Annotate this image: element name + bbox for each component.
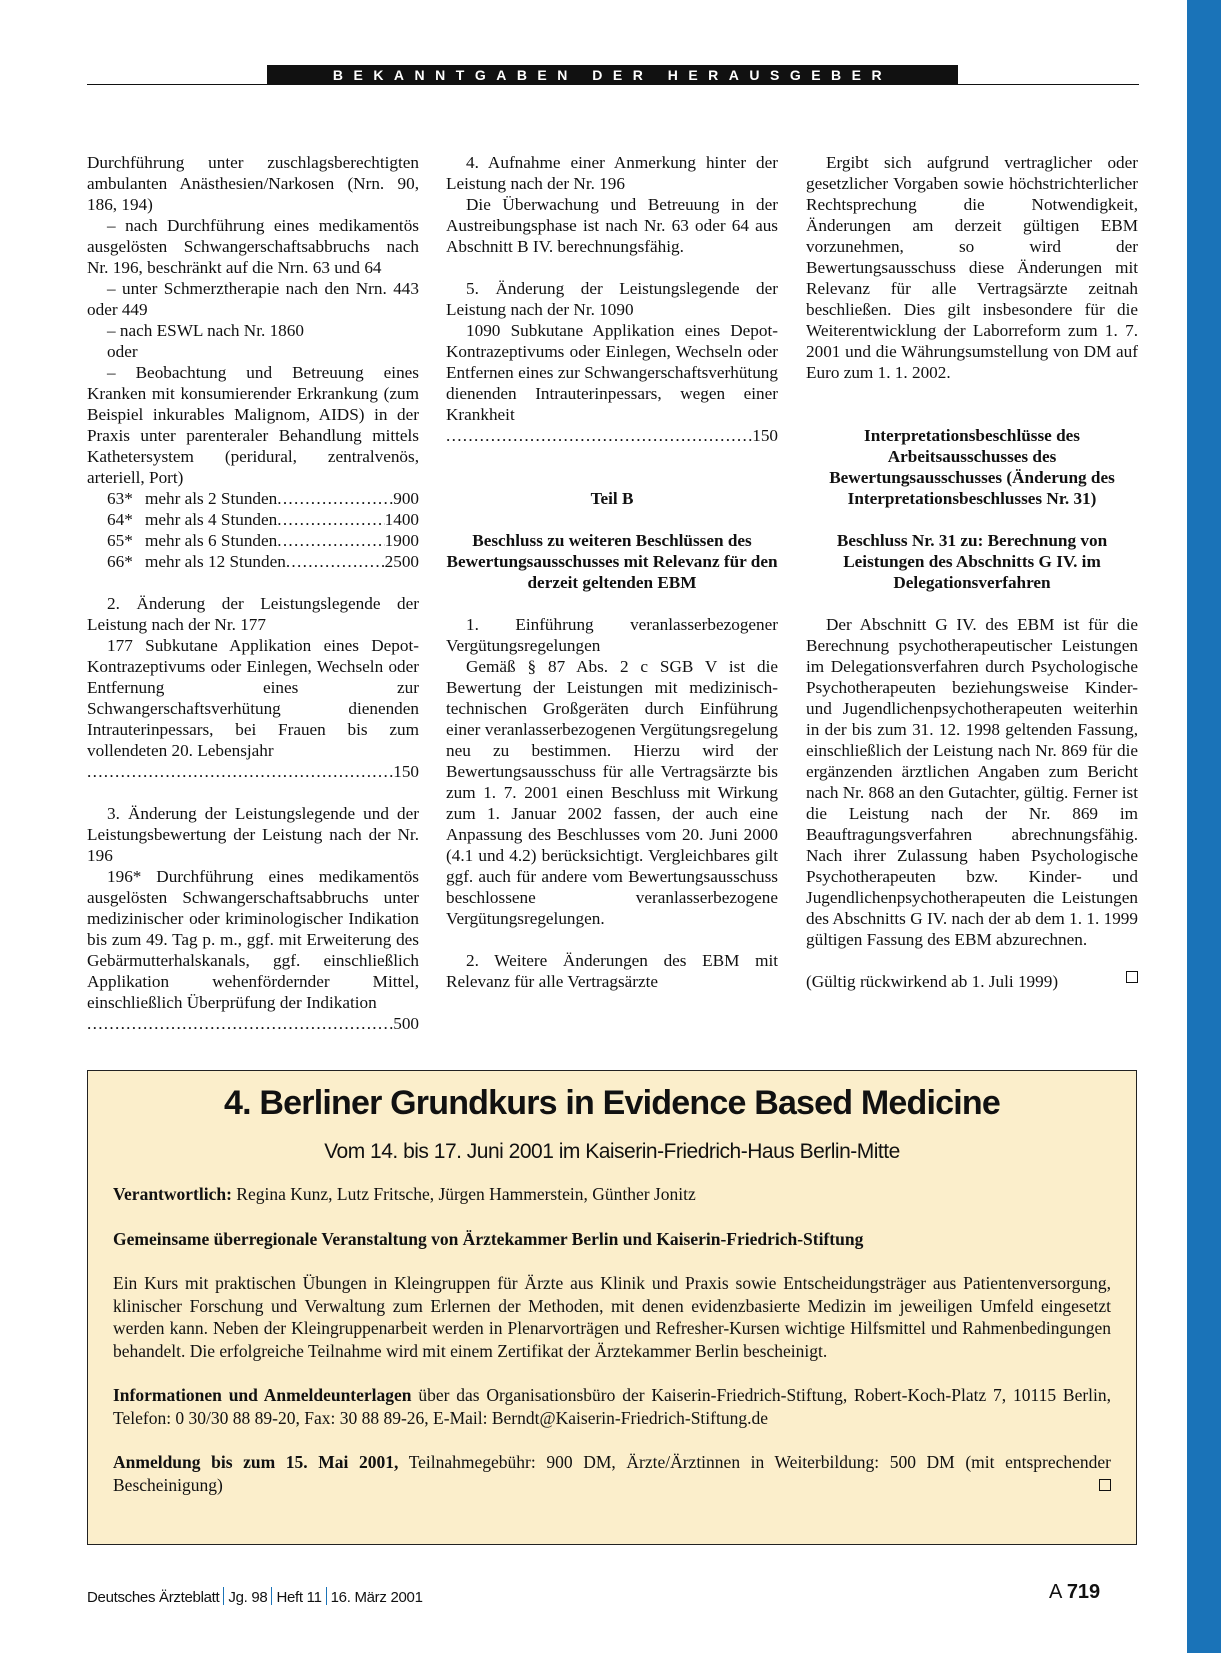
dot-leader (277, 488, 393, 509)
announcement-subtitle: Vom 14. bis 17. Juni 2001 im Kaiserin-Friedrich-Haus Berlin-Mitte (324, 1140, 900, 1163)
end-of-article-icon (1099, 1479, 1111, 1491)
paragraph: 196* Durchführung eines medikamentös ausgelösten Schwangerschaftsabbruchs unter medizinischer oder kriminologischer Indikation bis zum 49. Tag p. m., ggf. mit Erweiterung des Gebärmutterhalskanals, ggf. einschließlich Applikation wehenfördernder Mittel, einschließlich Überprüfung der Indikation (87, 867, 419, 1012)
footer-citation (87, 1587, 423, 1606)
joint-event-line (113, 1228, 1111, 1251)
spacer (87, 782, 419, 803)
spacer (806, 404, 1138, 425)
paragraph: – unter Schmerztherapie nach den Nrn. 443 oder 449 (87, 279, 419, 319)
paragraph: Der Abschnitt G IV. des EBM ist für die Berechnung psychotherapeutischer Leistungen im Delegationsverfahren durch Psychologische Psychotherapeuten beziehungsweise Kinder- und Jugendlichenpsychotherapeuten weiterhin in der bis zum 31. 12. 1998 geltenden Fassung, einschließlich der Leistung nach Nr. 869 für die ergänzenden ärztlichen Angaben zum Bericht nach Nr. 868 an den Gutachter, gültig. Ferner ist die Leistung nach der Nr. 869 im Beauftragungsverfahren abrechnungsfähig. Nach ihrer Zulassung haben Psychologische Psychotherapeuten bzw. Kinder- und Jugendlichenpsychotherapeuten die Leistungen des Abschnitts G IV. nach der ab dem 1. 1. 1999 gültigen Fassung des EBM abzurechnen. (806, 615, 1138, 949)
info-label: Informationen und Anmeldeunterlagen (113, 1385, 412, 1405)
registration-text: Teilnahmegebühr: 900 DM, Ärzte/Ärztinnen in Weiterbildung: 500 DM (mit entsprechender Bescheinigung) (113, 1452, 1112, 1495)
course-description: Ein Kurs mit praktischen Übungen in Kleingruppen für Ärzte aus Klinik und Praxis sowie Entscheidungsträger aus Patientenversorgung, klinischer Forschung und Verwaltung zum Erlernen der Methoden, mit denen evidenzbasierte Medizin im jeweiligen Umfeld eingesetzt werden kann. Neben der Kleingruppenarbeit werden in Plenarvorträgen und Refresher-Kursen wichtige Hilfsmittel und Rahmenbedingungen behandelt. Die erfolgreiche Teilnahme wird mit einem Zertifikat der Ärztekammer Berlin bescheinigt. (113, 1273, 1111, 1361)
dot-leader (87, 761, 393, 782)
page-prefix: A (1049, 1581, 1062, 1603)
dot-leader (446, 425, 752, 446)
paragraph: 1090 Subkutane Applikation eines Depot-Kontrazeptivums oder Einlegen, Wechseln oder Entfernen eines zur Schwangerschaftsverhütung dienenden Intrauterinpessars, wegen einer Krankheit (446, 321, 778, 424)
paragraph: 177 Subkutane Applikation eines Depot-Kontrazeptivums oder Einlegen, Wechseln oder Entfernung eines zur Schwangerschaftsverhütung dienenden Intrauterinpessars, bei Frauen bis zum vollendeten 20. Lebensjahr (87, 636, 419, 760)
paragraph: Gemäß § 87 Abs. 2 c SGB V ist die Bewertung der Leistungen mit medizinisch-technischen Großgeräten durch Einführung einer veranlasserbezogenen Vergütungsregelung neu zu bestimmen. Hierzu wird der Bewertungsausschuss für alle Vertragsärzte bis zum 1. 7. 2001 einen Beschluss mit Wirkung zum 1. Januar 2002 fassen, der auch eine Anpassung des Beschlusses vom 20. Juni 2000 (4.1 und 4.2) berücksichtigt. Vergleichbares gilt ggf. auch für andere vom Bewertungsausschuss beschlossene veranlasserbezogene Vergütungsregelungen. (446, 657, 778, 928)
separator (326, 1587, 327, 1605)
section-heading: 2. Weitere Änderungen des EBM mit Relevanz für alle Vertragsärzte (446, 951, 778, 991)
spacer (806, 950, 1138, 971)
fee-code: 64* (107, 510, 133, 529)
paragraph: – nach ESWL nach Nr. 1860 (107, 321, 304, 340)
fee-text: mehr als 2 Stunden (145, 489, 278, 508)
spacer (806, 593, 1138, 614)
spacer (446, 509, 778, 530)
responsible-names: Regina Kunz, Lutz Fritsche, Jürgen Hammerstein, Günther Jonitz (236, 1184, 696, 1204)
spacer (87, 572, 419, 593)
column-3 (806, 152, 1138, 992)
volume: Jg. 98 (228, 1589, 268, 1606)
fee-value: 150 (393, 762, 419, 781)
page-number-value: 719 (1066, 1581, 1101, 1603)
section-heading: 1. Einführung veranlasserbezogener Vergütungsregelungen (446, 615, 778, 655)
registration-label: Anmeldung bis zum 15. Mai 2001, (113, 1452, 399, 1472)
separator (271, 1587, 272, 1605)
fee-item (87, 488, 419, 509)
paragraph: Ergibt sich aufgrund vertraglicher oder gesetzlicher Vorgaben sowie höchstrichterlicher Rechtsprechung die Notwendigkeit, Änderungen am derzeit gültigen EBM vorzunehmen, so wird der Bewertungsausschuss diese Änderungen mit Relevanz für alle Vertragsärzte zeitnah beschließen. Dies gilt insbesondere für die Weiterentwicklung der Laborreform zum 1. 7. 2001 und die Währungsumstellung von DM auf Euro zum 1. 1. 2002. (806, 153, 1138, 382)
dot-leader (87, 1013, 393, 1034)
part-heading: Beschluss zu weiteren Beschlüssen des Bewertungsausschusses mit Relevanz für den derzeit geltenden EBM (446, 531, 778, 592)
resolution-heading: Interpretationsbeschlüsse des Arbeitsausschusses des Bewertungsausschusses (Änderung des Interpretationsbeschlusses Nr. 31) (829, 426, 1115, 508)
spacer (806, 509, 1138, 530)
fee-value: 150 (752, 426, 778, 445)
part-title: Teil B (590, 489, 634, 508)
page-number (1049, 1581, 1100, 1604)
course-announcement-box (87, 1070, 1137, 1545)
registration-line (113, 1451, 1111, 1496)
spacer (446, 929, 778, 950)
responsible-label: Verantwortlich: (113, 1184, 232, 1204)
fee-value: 2500 (384, 552, 419, 571)
paragraph: – Beobachtung und Betreuung eines Kranken mit konsumierender Erkrankung (zum Beispiel inkurables Malignom, AIDS) in der Praxis unter parenteraler Behandlung mittels Kathetersystem (peridural, zentralvenös, arteriell, Port) (87, 363, 419, 487)
fee-code: 65* (107, 531, 133, 550)
dot-leader (277, 530, 384, 551)
spacer (446, 593, 778, 614)
section-heading: 5. Änderung der Leistungslegende der Leistung nach der Nr. 1090 (446, 279, 778, 319)
validity-line (806, 971, 1138, 992)
paragraph: oder (107, 342, 138, 361)
fee-text: mehr als 4 Stunden (145, 510, 278, 529)
fee-value-line (87, 761, 419, 782)
fee-value: 500 (393, 1014, 419, 1033)
separator (223, 1587, 224, 1605)
dot-leader (286, 551, 385, 572)
resolution-subheading: Beschluss Nr. 31 zu: Berechnung von Leistungen des Abschnitts G IV. im Delegationsverfahren (836, 531, 1108, 592)
fee-text: mehr als 6 Stunden (145, 531, 278, 550)
fee-code: 63* (107, 489, 133, 508)
announcement-title: 4. Berliner Grundkurs in Evidence Based Medicine (224, 1084, 1000, 1122)
fee-code: 66* (107, 552, 133, 571)
section-heading: 4. Aufnahme einer Anmerkung hinter der Leistung nach der Nr. 196 (446, 153, 778, 193)
section-heading: 2. Änderung der Leistungslegende der Leistung nach der Nr. 177 (87, 594, 419, 634)
dot-leader (277, 509, 384, 530)
fee-item (87, 530, 419, 551)
info-line (113, 1384, 1111, 1429)
paragraph: Die Überwachung und Betreuung in der Austreibungsphase ist nach Nr. 63 oder 64 aus Abschnitt B IV. berechnungsfähig. (446, 195, 778, 256)
column-2 (446, 152, 778, 992)
fee-item (87, 509, 419, 530)
info-text: über das Organisationsbüro der Kaiserin-Friedrich-Stiftung, Robert-Koch-Platz 7, 10115 Berlin, Telefon: 0 30/30 88 89-20, Fax: 30 88 89-26, E-Mail: Berndt@Kaiserin-Friedrich-Stiftung.de (113, 1385, 1112, 1428)
spacer (446, 446, 778, 467)
responsible-line (113, 1183, 1111, 1206)
issue-date: 16. März 2001 (330, 1589, 423, 1606)
fee-value-line (446, 425, 778, 446)
spacer (806, 383, 1138, 404)
fee-value: 900 (393, 489, 419, 508)
paragraph: Durchführung unter zuschlagsberechtigten ambulanten Anästhesien/Narkosen (Nrn. 90, 186, 194) (87, 153, 419, 214)
joint-event-text: Gemeinsame überregionale Veranstaltung von Ärztekammer Berlin und Kaiserin-Friedrich-Stiftung (113, 1228, 864, 1249)
issue: Heft 11 (276, 1589, 322, 1606)
fee-text: mehr als 12 Stunden (145, 552, 286, 571)
spacer (446, 257, 778, 278)
section-header: BEKANNTGABEN DER HERAUSGEBER (267, 65, 958, 85)
spacer (446, 467, 778, 488)
end-of-article-icon (1126, 971, 1138, 983)
journal-name: Deutsches Ärzteblatt (87, 1589, 220, 1606)
fee-value: 1900 (384, 531, 419, 550)
section-heading: 3. Änderung der Leistungslegende und der Leistungsbewertung der Leistung nach der Nr. 196 (87, 804, 419, 865)
fee-item (87, 551, 419, 572)
fee-value-line (87, 1013, 419, 1034)
fee-value: 1400 (384, 510, 419, 529)
column-1 (87, 152, 419, 1034)
paragraph: – nach Durchführung eines medikamentös ausgelösten Schwangerschaftsabbruchs nach Nr. 196, beschränkt auf die Nrn. 63 und 64 (87, 216, 419, 277)
announcement-body (113, 1183, 1111, 1518)
accent-side-bar (1187, 0, 1221, 1653)
validity-note: (Gültig rückwirkend ab 1. Juli 1999) (806, 972, 1059, 991)
